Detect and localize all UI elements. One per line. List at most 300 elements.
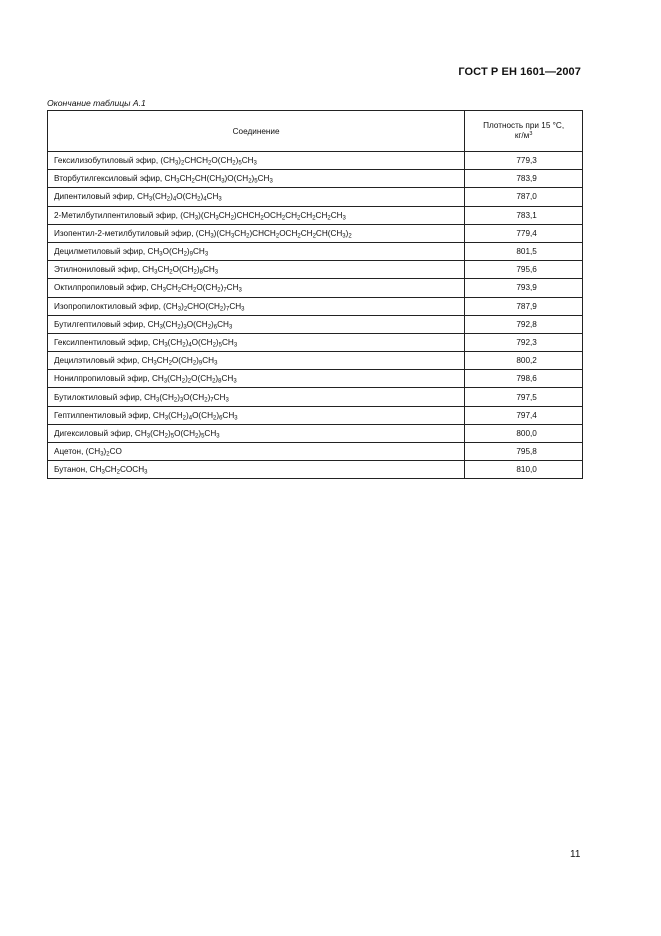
density-value: 800,2 [465, 352, 583, 370]
formula-text: ) [207, 392, 211, 402]
formula-text: CO [109, 447, 122, 457]
formula-text: CH [217, 319, 229, 329]
formula-text: ) [185, 374, 188, 384]
document-header: ГОСТ Р ЕН 1601—2007 [458, 66, 581, 78]
formula-text: )CHCH [249, 228, 276, 238]
compound-name: 2-Метилбутилпентиловый эфир, [54, 210, 181, 220]
formula-subscript: 5 [254, 178, 258, 185]
formula-subscript: 2 [207, 324, 212, 331]
formula-subscript: 2 [312, 215, 316, 222]
formula-text: CH [234, 228, 247, 238]
compound-name: Изопропилоктиловый эфир, [54, 301, 164, 311]
formula-text: CH [142, 265, 155, 275]
formula-text: (CH [160, 156, 175, 166]
formula-text: ) [345, 228, 349, 238]
formula-text: O(CH [192, 410, 213, 420]
formula-text: CH [206, 192, 219, 202]
formula-text: )(CH [213, 228, 231, 238]
formula-text: ) [211, 319, 214, 329]
formula-text: CH [285, 210, 298, 220]
formula-subscript: 3 [177, 306, 182, 313]
formula-text: CH [213, 392, 226, 402]
density-value: 783,9 [465, 170, 583, 188]
formula-subscript: 3 [155, 397, 160, 404]
compound-cell [48, 461, 465, 479]
formula-subscript: 6 [219, 415, 223, 422]
formula-text: ) [185, 337, 189, 347]
formula-subscript: 2 [193, 269, 197, 276]
formula-subscript: 3 [179, 397, 184, 404]
table-row [48, 352, 583, 370]
formula-text: CH(CH [194, 174, 222, 184]
compound-formula [142, 265, 218, 274]
compound-name: Изопентил-2-метилбутиловый эфир, [54, 228, 196, 238]
formula-subscript: 2 [204, 397, 208, 404]
formula-text: (CH [163, 301, 178, 311]
compound-formula [151, 283, 242, 292]
density-value: 792,3 [465, 333, 583, 351]
formula-text: ) [251, 174, 255, 184]
compound-cell [48, 297, 465, 315]
table-row [48, 261, 583, 279]
formula-text: O(CH [211, 156, 233, 166]
formula-subscript: 6 [213, 324, 218, 331]
formula-text: CH [330, 210, 343, 220]
formula-text: ) [215, 337, 219, 347]
formula-subscript: 3 [253, 160, 257, 167]
formula-subscript: 3 [214, 360, 218, 367]
formula-text: ) [223, 301, 226, 311]
formula-text: CH [152, 337, 165, 347]
formula-subscript: 2 [217, 287, 221, 294]
formula-text: O(CH [162, 247, 184, 257]
formula-subscript: 3 [230, 233, 235, 240]
formula-text: CH [222, 337, 234, 347]
formula-subscript: 2 [197, 196, 201, 203]
formula-text: (CH [152, 192, 167, 202]
compound-name: Нонилпропиловый эфир, [54, 374, 152, 384]
formula-text: O(CH [186, 319, 208, 329]
formula-text: CH [300, 228, 313, 238]
density-value: 779,4 [465, 224, 583, 242]
formula-subscript: 2 [281, 215, 286, 222]
formula-text: CH [144, 392, 156, 402]
formula-subscript: 3 [154, 269, 158, 276]
formula-subscript: 3 [234, 415, 238, 422]
formula-subscript: 3 [162, 287, 166, 294]
formula-text: CH [204, 428, 217, 438]
formula-subscript: 2 [212, 342, 216, 349]
table-row [48, 333, 583, 351]
density-table [47, 110, 583, 479]
table-row [48, 315, 583, 333]
formula-subscript: 2 [106, 451, 110, 458]
formula-text: ) [196, 265, 200, 275]
formula-text: ) [196, 356, 199, 366]
formula-subscript: 3 [221, 178, 225, 185]
formula-subscript: 4 [172, 196, 177, 203]
compound-formula [148, 320, 233, 329]
formula-subscript: 3 [101, 469, 105, 476]
formula-text: (CH [180, 210, 195, 220]
formula-text: OCH [279, 228, 298, 238]
formula-subscript: 2 [116, 469, 120, 476]
formula-text: )CHCH [233, 210, 261, 220]
compound-cell [48, 170, 465, 188]
compound-formula [152, 374, 237, 383]
density-header-unit: кг/м [514, 131, 530, 140]
compound-cell [48, 152, 465, 170]
formula-subscript: 2 [260, 215, 264, 222]
density-value: 810,0 [465, 461, 583, 479]
formula-subscript: 2 [191, 178, 195, 185]
formula-text: ) [178, 156, 182, 166]
formula-text: (CH [195, 228, 211, 238]
density-header-main: Плотность при 15 °С, [483, 121, 565, 130]
compound-cell [48, 206, 465, 224]
table-row [48, 443, 583, 461]
density-value: 801,5 [465, 242, 583, 260]
formula-subscript: 3 [210, 233, 214, 240]
formula-subscript: 3 [164, 415, 169, 422]
formula-text: ) [220, 283, 224, 293]
compound-formula [144, 393, 229, 402]
compound-cell [48, 224, 465, 242]
formula-subscript: 2 [182, 342, 186, 349]
density-value: 797,5 [465, 388, 583, 406]
formula-subscript: 2 [297, 233, 301, 240]
formula-text: ) [215, 374, 219, 384]
table-row [48, 461, 583, 479]
formula-subscript: 3 [194, 215, 199, 222]
formula-subscript: 5 [238, 160, 242, 167]
formula-subscript: 4 [188, 415, 193, 422]
compound-cell [48, 261, 465, 279]
density-value: 779,3 [465, 152, 583, 170]
formula-text: CH [164, 174, 177, 184]
formula-text: (CH [167, 337, 183, 347]
formula-text: ) [170, 192, 173, 202]
compound-cell [48, 352, 465, 370]
formula-text: CH(CH [315, 228, 343, 238]
formula-text: CH [152, 410, 165, 420]
formula-subscript: 3 [216, 433, 220, 440]
formula-subscript: 7 [225, 306, 230, 313]
formula-text: O(CH [196, 283, 218, 293]
formula-text: CH [241, 156, 254, 166]
table-row [48, 370, 583, 388]
formula-text: CHCH [184, 156, 209, 166]
compound-formula [163, 302, 244, 311]
formula-text: )O(CH [224, 174, 249, 184]
density-value: 800,0 [465, 424, 583, 442]
formula-subscript: 3 [100, 451, 104, 458]
formula-subscript: 9 [198, 360, 203, 367]
density-value: 793,9 [465, 279, 583, 297]
formula-text: CH [157, 265, 170, 275]
density-value: 797,4 [465, 406, 583, 424]
compound-name: Дипентиловый эфир, [54, 192, 138, 202]
formula-subscript: 5 [170, 433, 175, 440]
formula-text: O(CH [171, 356, 193, 366]
compound-name: Гексилпентиловый эфир, [54, 337, 153, 347]
compound-name: Ацетон, [54, 447, 86, 457]
formula-text: O(CH [191, 337, 213, 347]
formula-text: CH [226, 283, 239, 293]
formula-subscript: 3 [215, 215, 219, 222]
formula-subscript: 3 [204, 251, 209, 258]
formula-subscript: 3 [153, 360, 157, 367]
formula-text: COCH [120, 465, 145, 475]
formula-subscript: 2 [181, 378, 186, 385]
formula-subscript: 2 [248, 178, 252, 185]
formula-subscript: 2 [181, 160, 185, 167]
formula-text: ) [200, 192, 204, 202]
table-caption: Окончание таблицы А.1 [47, 98, 146, 108]
table-row [48, 242, 583, 260]
compound-name: Децилэтиловый эфир, [54, 356, 142, 366]
formula-subscript: 3 [144, 469, 148, 476]
compound-cell [48, 406, 465, 424]
formula-text: OCH [263, 210, 282, 220]
formula-text: CH [141, 356, 154, 366]
compound-name: Бутилоктиловый эфир, [54, 392, 145, 402]
formula-text: ) [180, 319, 184, 329]
formula-text: (CH [162, 319, 178, 329]
formula-subscript: 2 [187, 378, 192, 385]
table-row [48, 424, 583, 442]
formula-text: O(CH [191, 374, 213, 384]
compound-formula [153, 411, 238, 420]
formula-text: ) [168, 428, 171, 438]
formula-text: O(CH [176, 192, 198, 202]
formula-subscript: 3 [225, 397, 229, 404]
table-row [48, 206, 583, 224]
formula-subscript: 3 [159, 324, 163, 331]
formula-subscript: 7 [210, 397, 214, 404]
formula-text: CH [202, 265, 215, 275]
formula-subscript: 2 [208, 160, 212, 167]
table-row [48, 297, 583, 315]
formula-text: O(CH [174, 428, 195, 438]
compound-cell [48, 333, 465, 351]
formula-text: CH [137, 192, 149, 202]
table-row [48, 279, 583, 297]
formula-subscript: 2 [164, 433, 168, 440]
formula-text: CH [257, 174, 270, 184]
formula-subscript: 3 [241, 306, 245, 313]
formula-text: ) [181, 301, 184, 311]
compound-formula [160, 156, 257, 165]
formula-subscript: 2 [177, 287, 182, 294]
compound-formula [142, 356, 218, 365]
formula-text: (CH [150, 428, 165, 438]
compound-name: Бутанон, [54, 465, 90, 475]
formula-text: CH [222, 410, 235, 420]
formula-subscript: 2 [219, 306, 224, 313]
formula-text: CH [89, 465, 102, 475]
formula-text: (CH [167, 374, 182, 384]
formula-subscript: 3 [269, 178, 273, 185]
compound-formula [90, 465, 148, 474]
formula-text: CH [229, 301, 242, 311]
formula-text: CH [221, 374, 234, 384]
formula-subscript: 2 [183, 251, 187, 258]
formula-text: CH [218, 210, 231, 220]
formula-subscript: 3 [176, 178, 180, 185]
compound-cell [48, 188, 465, 206]
compound-cell [48, 424, 465, 442]
compound-cell [48, 242, 465, 260]
formula-text: ) [185, 410, 189, 420]
formula-subscript: 2 [327, 215, 331, 222]
formula-subscript: 3 [218, 196, 222, 203]
compound-formula [147, 247, 208, 256]
formula-text: CH [300, 210, 313, 220]
formula-subscript: 5 [201, 433, 205, 440]
density-header-unit-exponent: 3 [529, 131, 533, 137]
formula-text: (CH [159, 392, 174, 402]
compound-name: Вторбутилгексиловый эфир, [54, 174, 165, 184]
compound-cell [48, 388, 465, 406]
formula-subscript: 3 [342, 233, 346, 240]
table-header-row [48, 111, 583, 152]
formula-text: CH [151, 374, 164, 384]
formula-subscript: 3 [146, 433, 151, 440]
formula-subscript: 3 [183, 324, 187, 331]
formula-subscript: 2 [173, 397, 178, 404]
compound-name: Гептилпентиловый эфир, [54, 410, 153, 420]
compound-formula [135, 429, 220, 438]
density-value: 783,1 [465, 206, 583, 224]
formula-subscript: 2 [232, 160, 236, 167]
formula-subscript: 2 [182, 415, 186, 422]
formula-subscript: 3 [174, 160, 179, 167]
compound-formula [137, 192, 222, 201]
formula-text: (CH [85, 447, 101, 457]
formula-text: O(CH [183, 392, 205, 402]
formula-subscript: 2 [348, 233, 352, 240]
formula-text: ) [235, 156, 239, 166]
column-header-density [465, 111, 583, 152]
formula-subscript: 8 [218, 378, 222, 385]
formula-text: ) [186, 247, 190, 257]
formula-subscript: 2 [212, 415, 217, 422]
formula-subscript: 2 [168, 360, 172, 367]
formula-subscript: 2 [275, 233, 280, 240]
density-value: 792,8 [465, 315, 583, 333]
column-header-compound: Соединение [48, 111, 465, 152]
table-row [48, 388, 583, 406]
formula-text: CH [147, 247, 160, 257]
table-row [48, 152, 583, 170]
table-row [48, 188, 583, 206]
formula-subscript: 3 [159, 251, 163, 258]
formula-subscript: 2 [183, 306, 188, 313]
formula-text: CH [315, 210, 328, 220]
formula-text: CH [156, 356, 169, 366]
formula-subscript: 2 [169, 269, 173, 276]
formula-subscript: 3 [233, 342, 238, 349]
table-body [48, 152, 583, 479]
formula-text: ) [216, 410, 220, 420]
formula-subscript: 4 [188, 342, 192, 349]
formula-text: ) [103, 447, 107, 457]
formula-text: ) [198, 428, 202, 438]
formula-subscript: 2 [192, 287, 197, 294]
compound-name: Бутилгептиловый эфир, [54, 319, 148, 329]
compound-formula [153, 338, 238, 347]
compound-name: Гексилизобутиловый эфир, [54, 156, 161, 166]
formula-text: CHO(CH [187, 301, 220, 311]
compound-name: Децилметиловый эфир, [54, 247, 148, 257]
formula-subscript: 3 [342, 215, 346, 222]
formula-subscript: 3 [163, 378, 168, 385]
formula-text: CH [165, 283, 178, 293]
compound-name: Этилнониловый эфир, [54, 265, 143, 275]
formula-subscript: 2 [177, 324, 181, 331]
formula-subscript: 3 [228, 324, 233, 331]
formula-subscript: 2 [230, 215, 234, 222]
compound-formula [196, 229, 352, 238]
density-value: 795,8 [465, 443, 583, 461]
density-value: 787,0 [465, 188, 583, 206]
density-value: 795,6 [465, 261, 583, 279]
formula-text: CH [192, 247, 205, 257]
density-value: 787,9 [465, 297, 583, 315]
compound-name: Октилпропиловый эфир, [54, 283, 151, 293]
compound-name: Дигексиловый эфир, [54, 428, 135, 438]
formula-subscript: 3 [214, 269, 219, 276]
formula-subscript: 2 [297, 215, 301, 222]
formula-text: CH [147, 319, 160, 329]
formula-text: CH [104, 465, 117, 475]
formula-subscript: 2 [166, 196, 171, 203]
formula-subscript: 3 [238, 287, 242, 294]
table-row [48, 224, 583, 242]
compound-formula [86, 447, 122, 456]
compound-cell [48, 443, 465, 461]
compound-cell [48, 315, 465, 333]
compound-formula [180, 211, 346, 220]
formula-subscript: 8 [199, 269, 203, 276]
formula-subscript: 4 [203, 196, 207, 203]
formula-text: CH [179, 174, 192, 184]
table-row [48, 170, 583, 188]
formula-text: O(CH [172, 265, 194, 275]
formula-text: )(CH [198, 210, 216, 220]
compound-cell [48, 370, 465, 388]
compound-formula [164, 174, 272, 183]
formula-subscript: 2 [312, 233, 316, 240]
formula-subscript: 7 [223, 287, 227, 294]
formula-subscript: 2 [192, 360, 197, 367]
compound-cell [48, 279, 465, 297]
formula-text: CH [181, 283, 193, 293]
formula-text: (CH [168, 410, 183, 420]
formula-text: CH [134, 428, 147, 438]
page-number: 11 [570, 849, 581, 860]
formula-subscript: 2 [195, 433, 199, 440]
formula-subscript: 2 [212, 378, 216, 385]
formula-subscript: 9 [189, 251, 193, 258]
formula-subscript: 3 [233, 378, 237, 385]
table-row [48, 406, 583, 424]
formula-subscript: 3 [164, 342, 168, 349]
formula-text: CH [150, 283, 163, 293]
formula-subscript: 3 [148, 196, 153, 203]
formula-subscript: 2 [246, 233, 250, 240]
